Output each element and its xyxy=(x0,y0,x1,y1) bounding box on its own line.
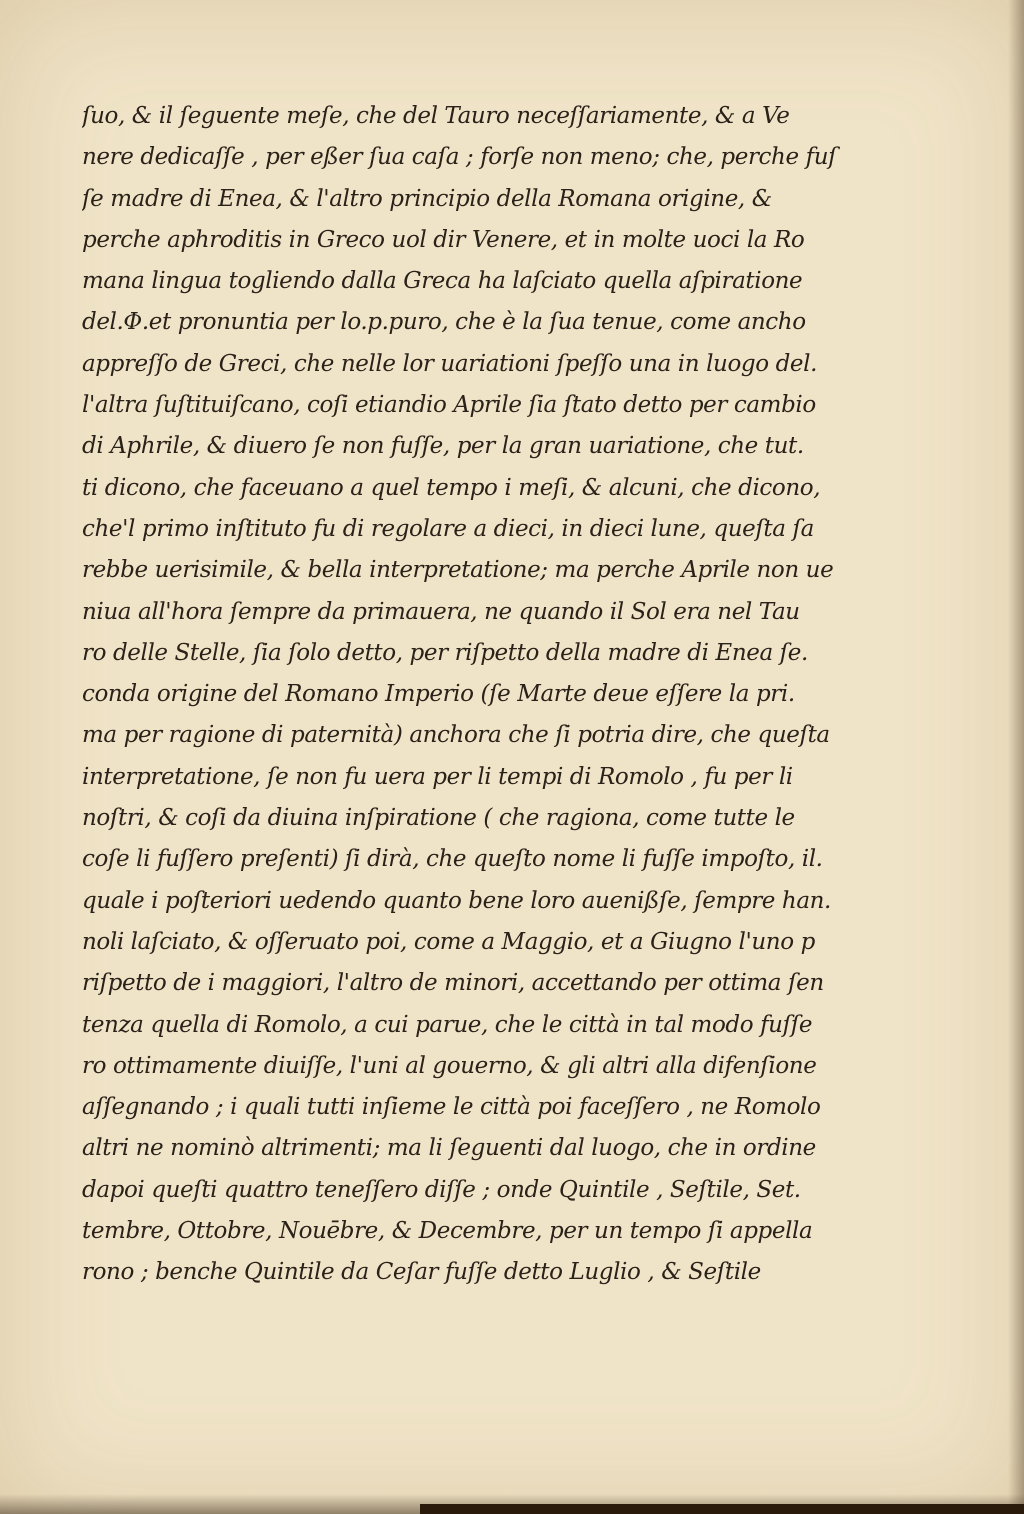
text-line: aſſegnando ; i quali tutti inſieme le città poi faceſſero , ne Romolo xyxy=(82,1094,821,1121)
page-edge-shadow xyxy=(1008,0,1024,1514)
text-line: riſpetto de i maggiori, l'altro de minori, accettando per ottima ſen xyxy=(82,970,824,997)
text-line: ti dicono, che faceuano a quel tempo i meſi, & alcuni, che dicono, xyxy=(82,474,821,501)
text-line: ma per ragione di paternità) anchora che ſi potria dire, che queſta xyxy=(82,722,830,749)
text-line: appreſſo de Greci, che nelle lor uariationi ſpeſſo una in luogo del. xyxy=(82,350,817,377)
text-line: che'l primo inſtituto fu di regolare a dieci, in dieci lune, queſta ſa xyxy=(82,515,814,542)
text-line: di Aphrile, & diuero ſe non fuſſe, per la gran uariatione, che tut. xyxy=(82,433,804,460)
text-line: tenza quella di Romolo, a cui parue, che le città in tal modo fuſſe xyxy=(82,1011,813,1038)
text-line: altri ne nominò altrimenti; ma li ſeguenti dal luogo, che in ordine xyxy=(82,1135,816,1162)
text-line: conda origine del Romano Imperio (ſe Marte deue eſſere la pri. xyxy=(82,681,795,708)
text-line: noſtri, & coſi da diuina inſpiratione ( che ragiona, come tutte le xyxy=(82,805,795,832)
body-text xyxy=(82,96,842,1294)
text-line: mana lingua togliendo dalla Greca ha laſciato quella aſpiratione xyxy=(82,268,803,295)
text-line: coſe li fuſſero preſenti) ſi dirà, che queſto nome li fuſſe impoſto, il. xyxy=(82,846,823,873)
binding-edge xyxy=(420,1504,1024,1514)
text-line: interpretatione, ſe non fu uera per li tempi di Romolo , fu per li xyxy=(82,763,793,790)
text-line: nere dedicaſſe , per eßer ſua caſa ; forſe non meno; che, perche fuſ xyxy=(82,144,837,171)
text-line: del.Φ.et pronuntia per lo.p.puro, che è la ſua tenue, come ancho xyxy=(82,309,806,336)
text-line: rono ; benche Quintile da Ceſar fuſſe detto Luglio , & Seſtile xyxy=(82,1259,761,1286)
text-line: l'altra ſuſtituiſcano, coſi etiandio Aprile ſia ſtato detto per cambio xyxy=(82,392,816,419)
text-line: ro ottimamente diuiſſe, l'uni al gouerno, & gli altri alla difenſione xyxy=(82,1052,817,1079)
text-line: ſuo, & il ſeguente meſe, che del Tauro neceſſariamente, & a Ve xyxy=(82,103,790,129)
text-line: quale i poſteriori uedendo quanto bene loro auenißſe, ſempre han. xyxy=(82,887,831,914)
text-line: perche aphroditis in Greco uol dir Venere, et in molte uoci la Ro xyxy=(82,226,805,253)
text-line: rebbe uerisimile, & bella interpretatione; ma perche Aprile non ue xyxy=(82,557,834,584)
text-line: dapoi queſti quattro teneſſero diſſe ; onde Quintile , Seſtile, Set. xyxy=(82,1176,801,1203)
text-line: niua all'hora ſempre da primauera, ne quando il Sol era nel Tau xyxy=(82,598,800,625)
text-line: noli laſciato, & oſſeruato poi, come a Maggio, et a Giugno l'uno p xyxy=(82,928,815,955)
text-line: tembre, Ottobre, Nouēbre, & Decembre, per un tempo ſi appella xyxy=(82,1218,813,1245)
text-line: ſe madre di Enea, & l'altro principio della Romana origine, & xyxy=(82,185,772,212)
text-line: ro delle Stelle, ſia ſolo detto, per riſpetto della madre di Enea ſe. xyxy=(82,639,808,666)
